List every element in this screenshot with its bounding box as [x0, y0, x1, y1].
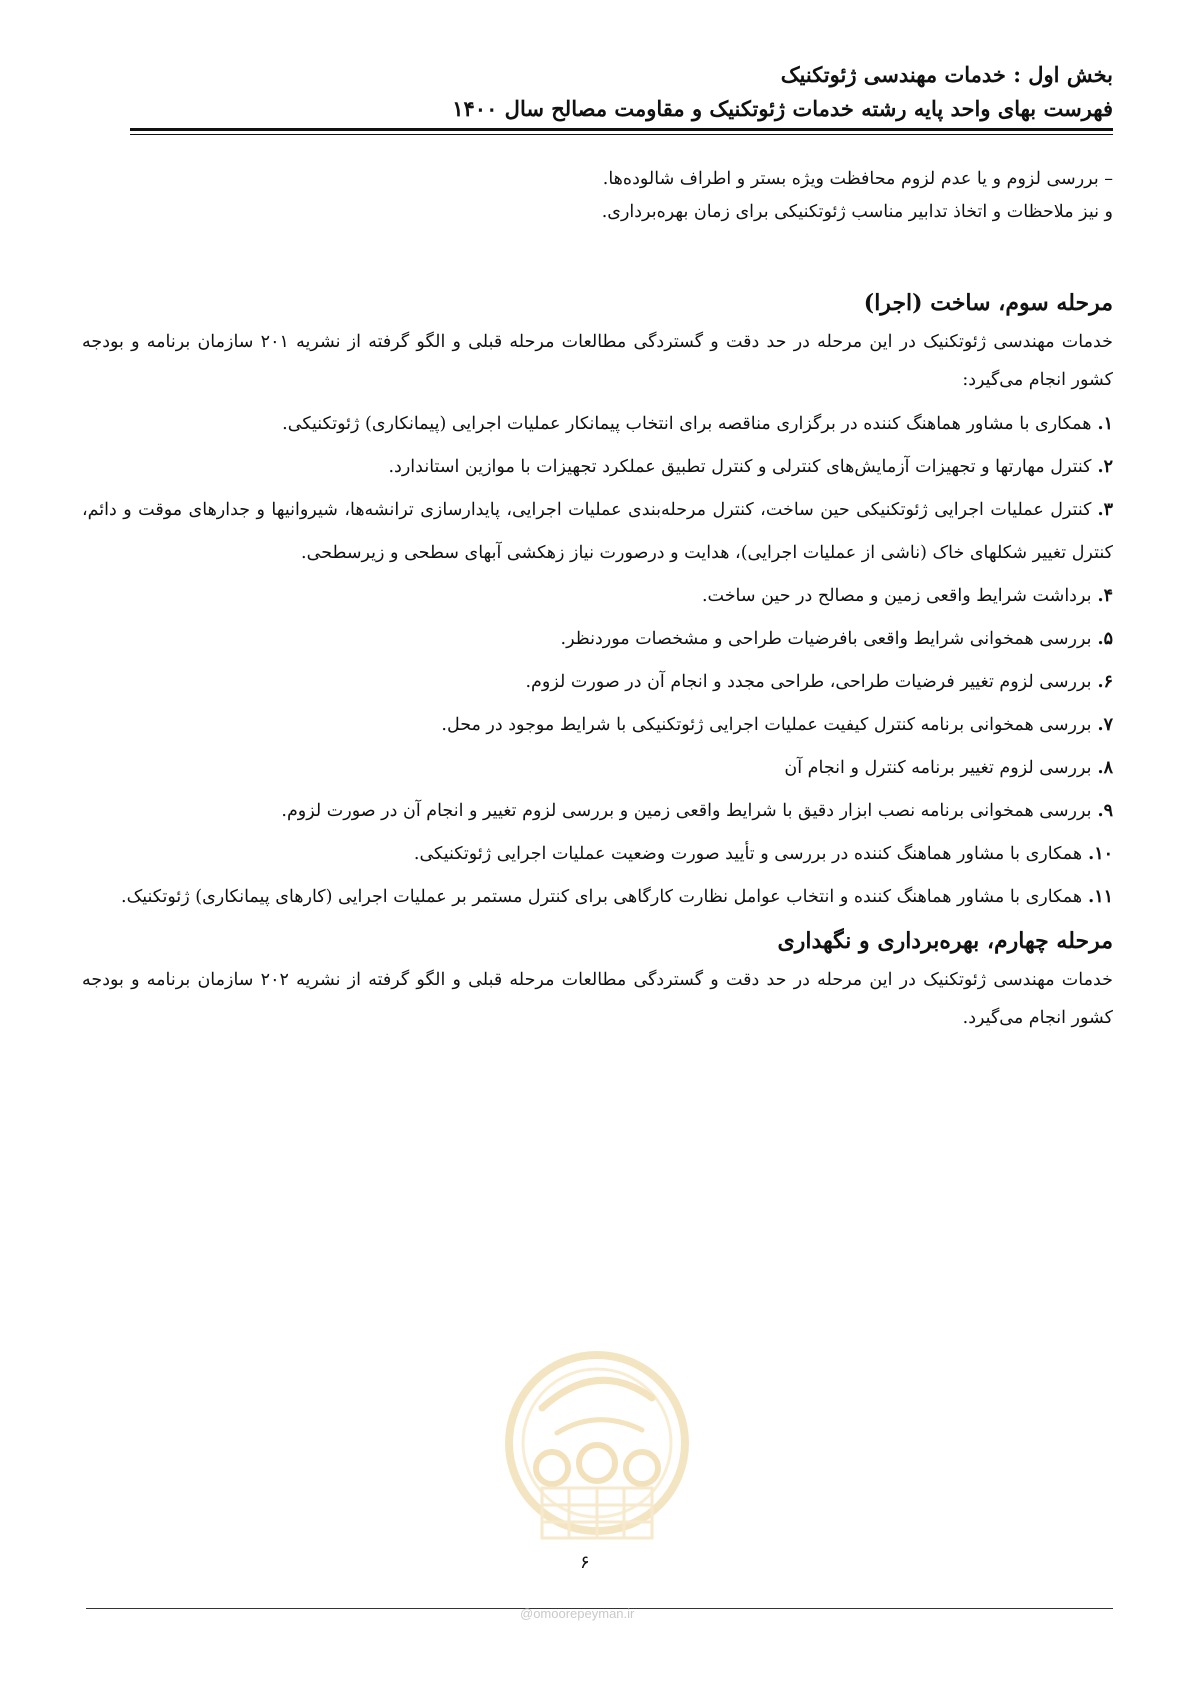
- list-item: ۳.کنترل عملیات اجرایی ژئوتکنیکی حین ساخت، کنترل مرحله‌بندی عملیات اجرایی، پایدارسازی ترانشه‌ها، شیروانیها و جدارهای موقت و دائم، کنترل تغییر شکلهای خاک (ناشی از عملیات اجرایی)، هدایت و درصورت نیاز زهکشی آبهای سطحی و زیرسطحی.: [82, 500, 1113, 563]
- section4-heading: مرحله چهارم، بهره‌برداری و نگهداری: [777, 928, 1113, 954]
- list-item: ۱.همکاری با مشاور هماهنگ کننده در برگزاری مناقصه برای انتخاب پیمانکار عملیات اجرایی (پیمانکاری) ژئوتکنیکی.: [282, 414, 1113, 434]
- list-item: ۲.کنترل مهارتها و تجهیزات آزمایش‌های کنترلی و کنترل تطبیق عملکرد تجهیزات با موازین استاندارد.: [388, 457, 1113, 477]
- list-item: ۷.بررسی همخوانی برنامه کنترل کیفیت عملیات اجرایی ژئوتکنیکی با شرایط موجود در محل.: [441, 715, 1113, 735]
- list-item: ۸.بررسی لزوم تغییر برنامه کنترل و انجام آن: [784, 758, 1113, 778]
- header-document-title: فهرست بهای واحد پایه رشته خدمات ژئوتکنیک و مقاومت مصالح سال ۱۴۰۰: [452, 96, 1113, 121]
- section3-list: [82, 403, 1113, 919]
- list-item: ۱۰.همکاری با مشاور هماهنگ کننده در بررسی و تأیید صورت وضعیت عملیات اجرایی ژئوتکنیکی.: [413, 844, 1113, 864]
- page-header: [130, 58, 1113, 126]
- site-watermark: @omoorepeyman.ir: [520, 1606, 635, 1621]
- header-section-title: بخش اول : خدمات مهندسی ژئوتکنیک: [780, 62, 1113, 87]
- header-rule-thick: [130, 128, 1113, 131]
- page-body: [82, 163, 1113, 1037]
- list-item: ۱۱.همکاری با مشاور هماهنگ کننده و انتخاب عوامل نظارت کارگاهی برای کنترل مستمر بر عملیات اجرایی (کارهای پیمانکاری) ژئوتکنیک.: [121, 887, 1113, 907]
- section3-intro: خدمات مهندسی ژئوتکنیک در این مرحله در حد دقت و گستردگی مطالعات مرحله قبلی و الگو گرفته از نشریه ۲۰۱ سازمان برنامه و بودجه کشور انجام می‌گیرد:: [82, 332, 1113, 390]
- seal-watermark-icon: [502, 1338, 692, 1568]
- header-rule-thin: [130, 134, 1113, 135]
- list-item: ۶.بررسی لزوم تغییر فرضیات طراحی، طراحی مجدد و انجام آن در صورت لزوم.: [525, 672, 1113, 692]
- list-item: ۹.بررسی همخوانی برنامه نصب ابزار دقیق با شرایط واقعی زمین و بررسی لزوم تغییر و انجام آن در صورت لزوم.: [281, 801, 1113, 821]
- intro-line-2: و نیز ملاحظات و اتخاذ تدابیر مناسب ژئوتکنیکی برای زمان بهره‌برداری.: [601, 202, 1113, 222]
- page-number: ۶: [580, 1552, 590, 1573]
- list-item: ۵.بررسی همخوانی شرایط واقعی بافرضیات طراحی و مشخصات موردنظر.: [560, 629, 1113, 649]
- section4-intro: خدمات مهندسی ژئوتکنیک در این مرحله در حد دقت و گستردگی مطالعات مرحله قبلی و الگو گرفته از نشریه ۲۰۲ سازمان برنامه و بودجه کشور انجام می‌گیرد.: [82, 970, 1113, 1028]
- list-item: ۴.برداشت شرایط واقعی زمین و مصالح در حین ساخت.: [701, 586, 1113, 606]
- intro-line-1: – بررسی لزوم و یا عدم لزوم محافظت ویژه بستر و اطراف شالوده‌ها.: [602, 169, 1113, 189]
- section3-heading: مرحله سوم، ساخت (اجرا): [863, 290, 1113, 316]
